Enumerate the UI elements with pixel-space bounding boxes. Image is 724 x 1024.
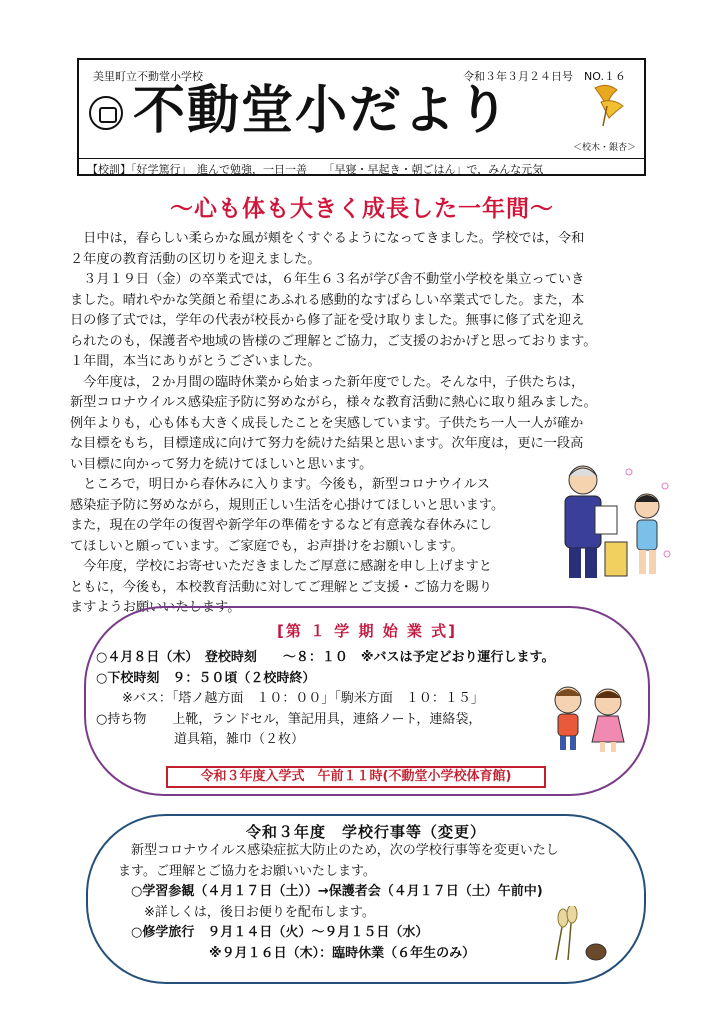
events-line: 新型コロナウイルス感染症拡大防止のため，次の学校行事等を変更いたし [118, 843, 559, 858]
body-line: ３月１９日（金）の卒業式では，６年生６３名が学び舎不動堂小学校を巣立っていき [70, 272, 585, 287]
first-term-details [96, 648, 554, 751]
pampas-grass-illustration [546, 906, 610, 962]
main-headline: ～心も体も大きく成長した一年間～ [170, 196, 554, 222]
issue-number: 令和３年３月２４日号 NO.１６ [463, 70, 626, 83]
body-line: ともに，今後も，本校教育活動に対してご理解とご支援・ご協力を賜り [70, 579, 492, 595]
principal-certificate-illustration [545, 458, 675, 586]
newsletter-title: 不動堂小だより [133, 81, 512, 141]
body-line: 日中は，春らしい柔らかな風が頬をくすぐるようになってきました。学校では，令和 [70, 231, 585, 246]
body-line: てほしいと願っています。ご家庭でも，お声掛けをお願いします。 [70, 538, 464, 554]
events-title: 令和３年度 学校行事等（変更） [245, 823, 486, 841]
body-line: な目標をもち，目標達成に向けて努力を続けた結果と思います。次年度は，更に一段高 [70, 436, 584, 451]
events-line: ○学習参観（４月１７日（土））→保護者会（４月１７日（土）午前中) [118, 884, 543, 899]
body-line: ますようお願いいたします。 [70, 600, 241, 615]
body-line: られたのも，保護者や地域の皆様のご理解とご協力，ご支援のおかげと思っております。 [70, 333, 597, 349]
entrance-ceremony-banner: 令和３年度入学式 午前１１時(不動堂小学校体育館) [166, 766, 546, 788]
first-term-line: ※バス：「塔ノ越方面 １０：００」「駒米方面 １０：１５」 [96, 691, 484, 706]
body-line: 感染症予防に努めながら，規則正しい生活を心掛けてほしいと思います。 [70, 497, 505, 513]
body-line: 例年よりも，心も体も大きく成長したことを実感しています。子供たち一人一人が確か [70, 415, 584, 431]
events-line: ます。ご理解とご協力をお願いいたします。 [118, 863, 376, 879]
body-line: ところで，明日から春休みに入ります。今後も，新型コロナウイルス [70, 477, 490, 492]
masthead [77, 58, 646, 176]
school-motto: 【校訓】「好学篤行」 進んで勉強，一日一善 「早寝・早起き・朝ごはん」で，みんな元気 [87, 163, 544, 176]
body-line: ました。晴れやかな笑顔と希望にあふれる感動的なすばらしい卒業式でした。また，本 [70, 292, 585, 308]
events-line: ○修学旅行 ９月１４日（火）～９月１５日（水） [118, 925, 429, 940]
header-divider [79, 158, 644, 159]
events-line: ※９月１６日（木）：臨時休業（６年生のみ） [118, 945, 476, 961]
first-term-line: 道具箱，雑巾（２枚） [96, 732, 305, 747]
children-illustration [540, 680, 640, 755]
ginkgo-caption: ＜校木・銀杏＞ [573, 143, 637, 153]
body-line: 日の修了式では，学年の代表が校長から修了証を受け取りました。無事に修了式を迎え [70, 313, 585, 328]
body-line: 今年度は，２か月間の臨時休業から始まった新年度でした。そんな中，子供たちは， [70, 374, 585, 390]
first-term-title: [第 １ 学 期 始 業 式] [276, 622, 458, 640]
body-line: １年間，本当にありがとうございました。 [70, 354, 321, 369]
first-term-line: ○持ち物 上靴，ランドセル，筆記用具，連絡ノート，連絡袋， [96, 711, 482, 727]
school-crest-icon [89, 96, 123, 130]
first-term-line: ○４月８日（木） 登校時刻 ～８：１０ ※バスは予定どおり運行します。 [96, 650, 555, 665]
body-line: また，現在の学年の復習や新学年の準備をするなど有意義な春休みにし [70, 518, 492, 533]
events-line: ※詳しくは，後日お便りを配布します。 [118, 904, 375, 920]
first-term-line: ○下校時刻 ９：５０頃（２校時終） [96, 670, 316, 686]
ginkgo-leaf-icon [587, 84, 627, 128]
events-details [118, 841, 618, 964]
body-line: ２年度の教育活動の区切りを迎えました。 [70, 251, 321, 267]
body-line: い目標に向かって努力を続けてほしいと思います。 [70, 456, 373, 472]
body-line: 今年度，学校にお寄せいただきましたご厚意に感謝を申し上げますと [70, 559, 492, 574]
school-name: 美里町立不動堂小学校 [93, 70, 203, 83]
body-line: 新型コロナウイルス感染症予防に努めながら，様々な教育活動に熱心に取り組みました。 [70, 395, 597, 410]
